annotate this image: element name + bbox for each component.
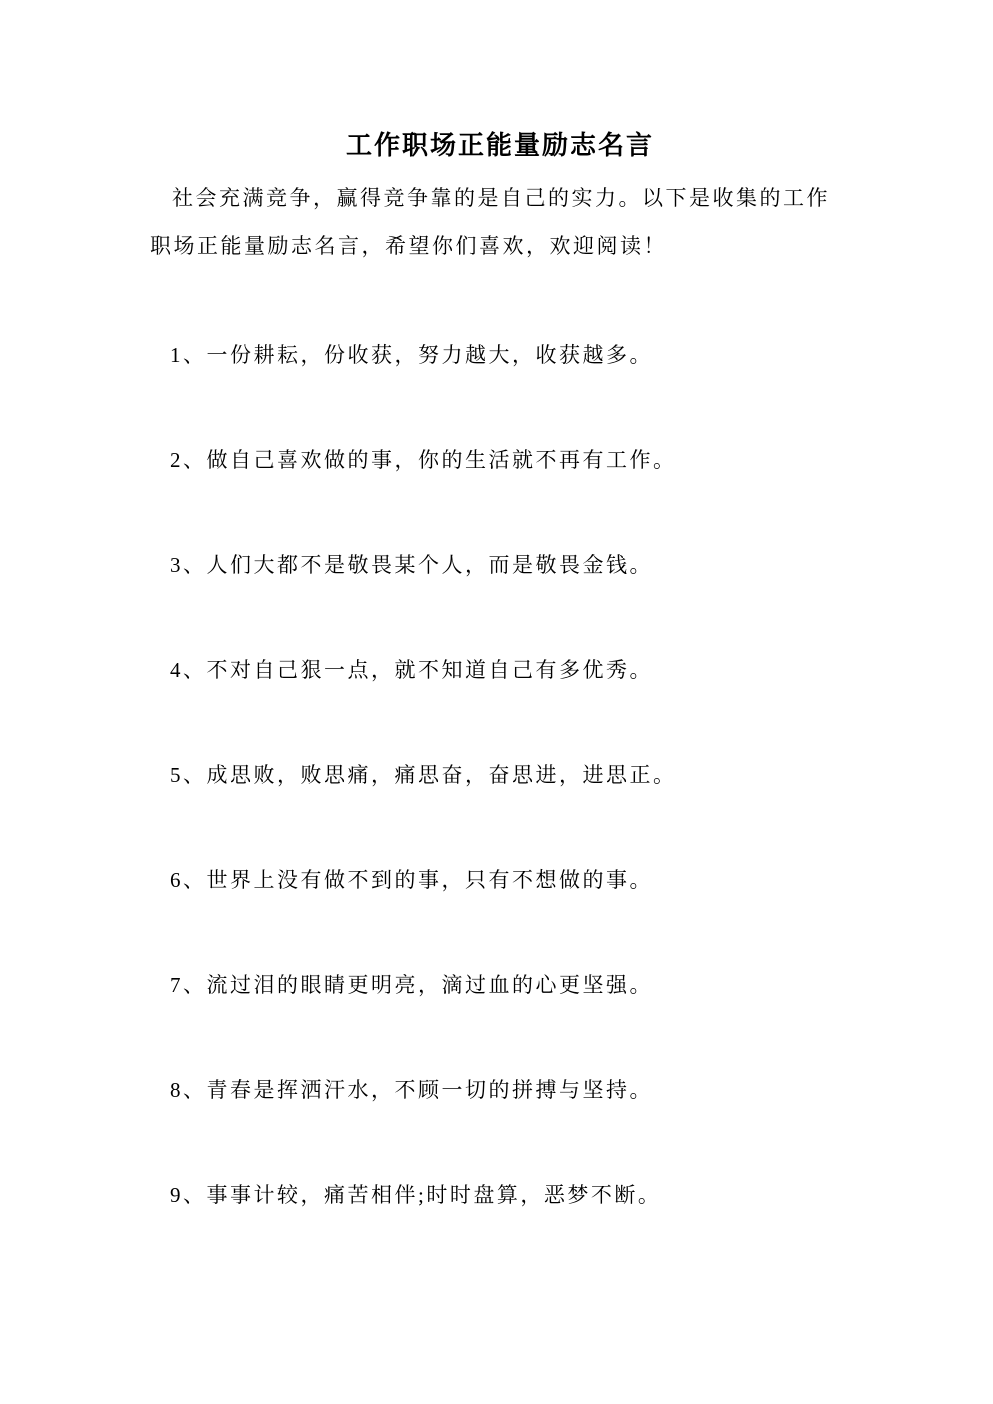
quote-item-8: 8、青春是挥洒汗水，不顾一切的拼搏与坚持。 — [170, 1078, 653, 1102]
quote-item-5: 5、成思败，败思痛，痛思奋，奋思进，进思正。 — [170, 763, 677, 787]
quote-item-3: 3、人们大都不是敬畏某个人，而是敬畏金钱。 — [170, 553, 653, 577]
document-title: 工作职场正能量励志名言 — [345, 131, 654, 160]
quote-list — [150, 341, 850, 1209]
quote-item-6: 6、世界上没有做不到的事，只有不想做的事。 — [170, 868, 653, 892]
quote-item-7: 7、流过泪的眼睛更明亮，滴过血的心更坚强。 — [170, 973, 653, 997]
intro-paragraph — [150, 174, 850, 270]
intro-line-2: 职场正能量励志名言，希望你们喜欢，欢迎阅读！ — [150, 234, 667, 258]
intro-line-1: 社会充满竞争，赢得竞争靠的是自己的实力。以下是收集的工作 — [172, 186, 830, 210]
quote-item-4: 4、不对自己狠一点，就不知道自己有多优秀。 — [170, 658, 653, 682]
quote-item-1: 1、一份耕耘，份收获，努力越大，收获越多。 — [170, 343, 653, 367]
quote-item-2: 2、做自己喜欢做的事，你的生活就不再有工作。 — [170, 448, 677, 472]
quote-item-9: 9、事事计较，痛苦相伴;时时盘算，恶梦不断。 — [170, 1183, 662, 1207]
